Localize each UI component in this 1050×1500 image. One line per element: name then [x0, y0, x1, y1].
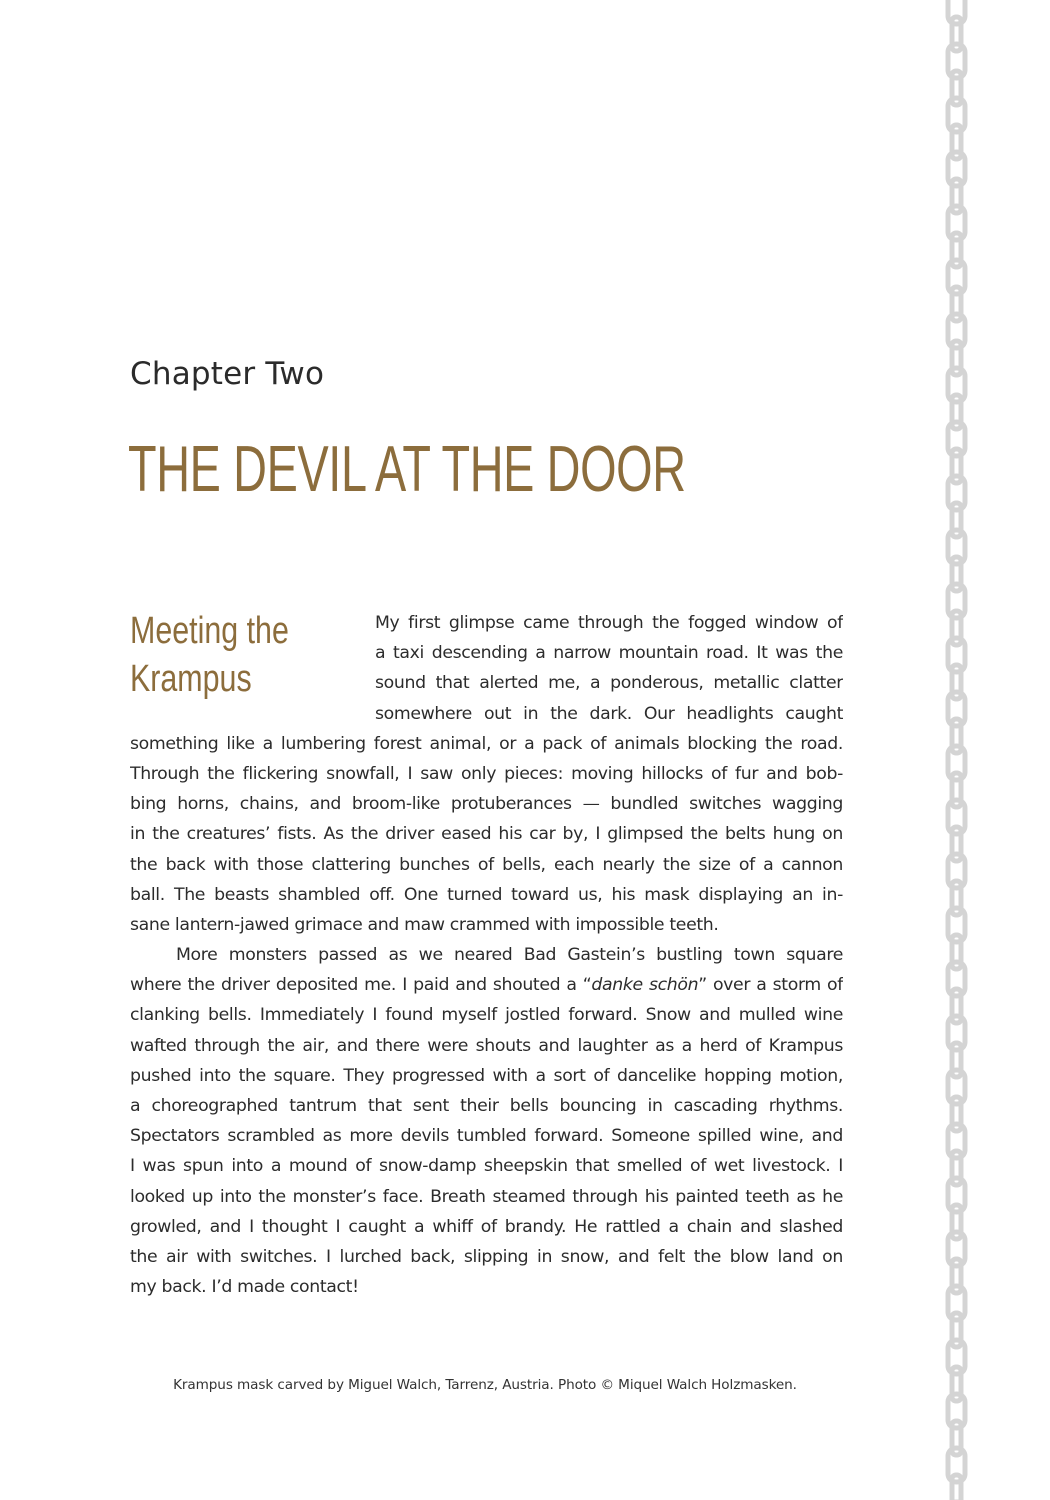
section-heading-line-1: Meeting the: [130, 610, 289, 652]
paragraph-2-text: where the driver deposited me. I paid and shouted a “: [130, 975, 592, 996]
paragraph-1-line: My first glimpse came through the fogged window of: [375, 613, 843, 633]
paragraph-2-line: looked up into the monster’s face. Breath steamed through his painted teeth as he: [130, 1186, 843, 1207]
chain-link: [952, 1475, 961, 1500]
paragraph-2-line: More monsters passed as we neared Bad Gastein’s bustling town square: [176, 945, 843, 966]
body-text: [130, 608, 843, 1302]
paragraph-1-line: bing horns, chains, and broom-like protuberances — bundled switches wagging: [130, 794, 843, 815]
paragraph-2-line: I was spun into a mound of snow-damp sheepskin that smelled of wet livestock. I: [130, 1156, 843, 1177]
paragraph-2-line: pushed into the square. They progressed with a sort of dancelike hopping motion,: [130, 1065, 843, 1086]
section-heading-line-2: Krampus: [130, 658, 252, 700]
chain-links: [948, 0, 965, 1500]
paragraph-1-line: a taxi descending a narrow mountain road. It was the: [375, 643, 843, 664]
paragraph-2-line: clanking bells. Immediately I found myself jostled forward. Snow and mulled wine: [130, 1005, 843, 1026]
paragraph-1-line: sound that alerted me, a ponderous, metallic clatter: [375, 673, 843, 694]
paragraph-1-line: somewhere out in the dark. Our headlights caught: [375, 703, 843, 724]
paragraph-2-line-with-italic: [130, 970, 843, 1000]
chapter-title: THE DEVIL AT THE DOOR: [128, 432, 686, 505]
paragraph-2-line: my back. I’d made contact!: [130, 1277, 359, 1298]
paragraph-1-line: ball. The beasts shambled off. One turned toward us, his mask displaying an in-: [130, 884, 843, 905]
paragraph-2-text: ” over a storm of: [698, 975, 843, 996]
paragraph-1-line: something like a lumbering forest animal, or a pack of animals blocking the road.: [130, 733, 843, 754]
paragraph-1-line: in the creatures’ fists. As the driver eased his car by, I glimpsed the belts hung on: [130, 824, 843, 845]
chapter-label: Chapter Two: [130, 356, 325, 392]
paragraph-1-line: Through the flickering snowfall, I saw only pieces: moving hillocks of fur and bob-: [130, 763, 843, 784]
paragraph-2-line: a choreographed tantrum that sent their bells bouncing in cascading rhythms.: [130, 1096, 843, 1116]
paragraph-1-line: sane lantern-jawed grimace and maw crammed with impossible teeth.: [130, 914, 719, 935]
photo-caption: Krampus mask carved by Miguel Walch, Tarrenz, Austria. Photo © Miquel Walch Holzmasken.: [173, 1377, 797, 1393]
paragraph-2-line: growled, and I thought I caught a whiff of brandy. He rattled a chain and slashed: [130, 1216, 843, 1237]
paragraph-2-line: wafted through the air, and there were shouts and laughter as a herd of Krampus: [130, 1035, 843, 1056]
paragraph-2-line: the air with switches. I lurched back, slipping in snow, and felt the blow land on: [130, 1246, 843, 1267]
paragraph-1-line: the back with those clattering bunches of bells, each nearly the size of a cannon: [130, 854, 843, 875]
italic-phrase: danke schön: [591, 975, 699, 996]
chain-decoration: [930, 0, 990, 1500]
paragraph-2-line: Spectators scrambled as more devils tumbled forward. Someone spilled wine, and: [130, 1126, 843, 1147]
